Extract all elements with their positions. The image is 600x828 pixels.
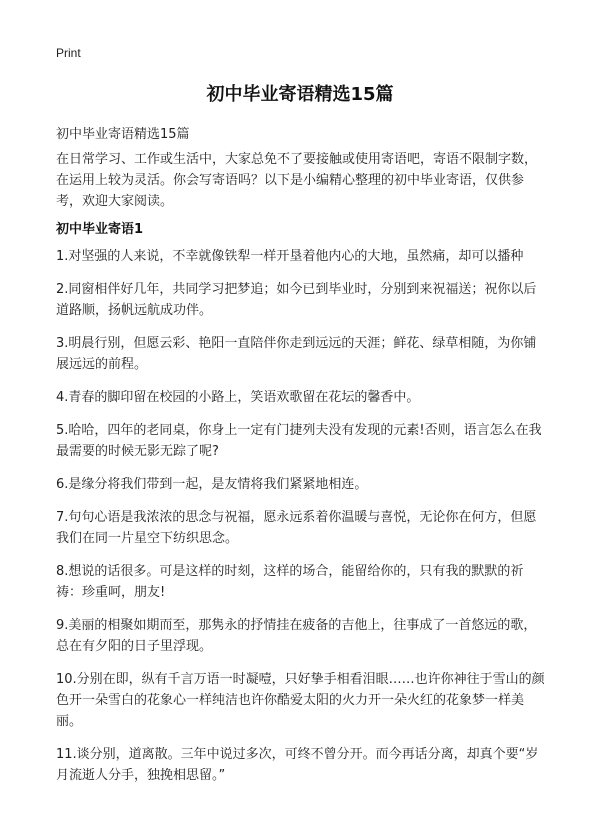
list-item: 7.句句心语是我浓浓的思念与祝福，愿永远系着你温暖与喜悦，无论你在何方，但愿我们在同一片星空下纺织思念。 <box>56 510 537 546</box>
print-link[interactable]: Print <box>56 46 81 60</box>
list-item: 4.青春的脚印留在校园的小路上，笑语欢歌留在花坛的馨香中。 <box>56 390 420 405</box>
list-item: 3.明晨行别，但愿云彩、艳阳一直陪伴你走到远远的天涯；鲜花、绿草相随，为你铺展远远的前程。 <box>56 336 537 372</box>
list-item: 9.美丽的相聚如期而至，那隽永的抒情挂在疲备的吉他上，往事成了一首悠远的歌，总在有夕阳的日子里浮现。 <box>56 618 537 654</box>
entry-list <box>56 246 548 798</box>
intro-paragraph: 在日常学习、工作或生活中，大家总免不了要接触或使用寄语吧，寄语不限制字数，在运用上较为灵活。你会写寄语吗？以下是小编精心整理的初中毕业寄语，仅供参考，欢迎大家阅读。 <box>56 152 538 209</box>
list-item: 11.谈分别，道离散。三年中说过多次，可终不曾分开。而今再话分离，却真个要“岁月流逝人分手，独挽相思留。” <box>56 747 539 783</box>
section-heading: 初中毕业寄语1 <box>56 222 144 237</box>
document-subtitle: 初中毕业寄语精选15篇 <box>56 127 190 142</box>
list-item: 8.想说的话很多。可是这样的时刻，这样的场合，能留给你的，只有我的默默的祈祷：珍重呵，朋友! <box>56 564 524 600</box>
list-item: 6.是缘分将我们带到一起，是友情将我们紧紧地相连。 <box>56 477 368 492</box>
page-title: 初中毕业寄语精选15篇 <box>206 84 394 105</box>
list-item: 2.同窗相伴好几年，共同学习把梦追；如今已到毕业时，分别到来祝福送；祝你以后道路顺，扬帆远航成功伴。 <box>56 282 537 318</box>
list-item: 10.分别在即，纵有千言万语一时凝噎，只好挚手相看泪眼……也许你神往于雪山的颜色开一朵雪白的花象心一样纯洁也许你酷爱太阳的火力开一朵火红的花象梦一样美丽。 <box>56 672 545 729</box>
list-item: 1.对坚强的人来说，不幸就像铁犁一样开垦着他内心的大地，虽然痛，却可以播种 <box>56 249 524 264</box>
list-item: 5.哈哈，四年的老同桌，你身上一定有门捷列夫没有发现的元素!否则，语言怎么在我最需要的时候无影无踪了呢? <box>56 423 542 459</box>
